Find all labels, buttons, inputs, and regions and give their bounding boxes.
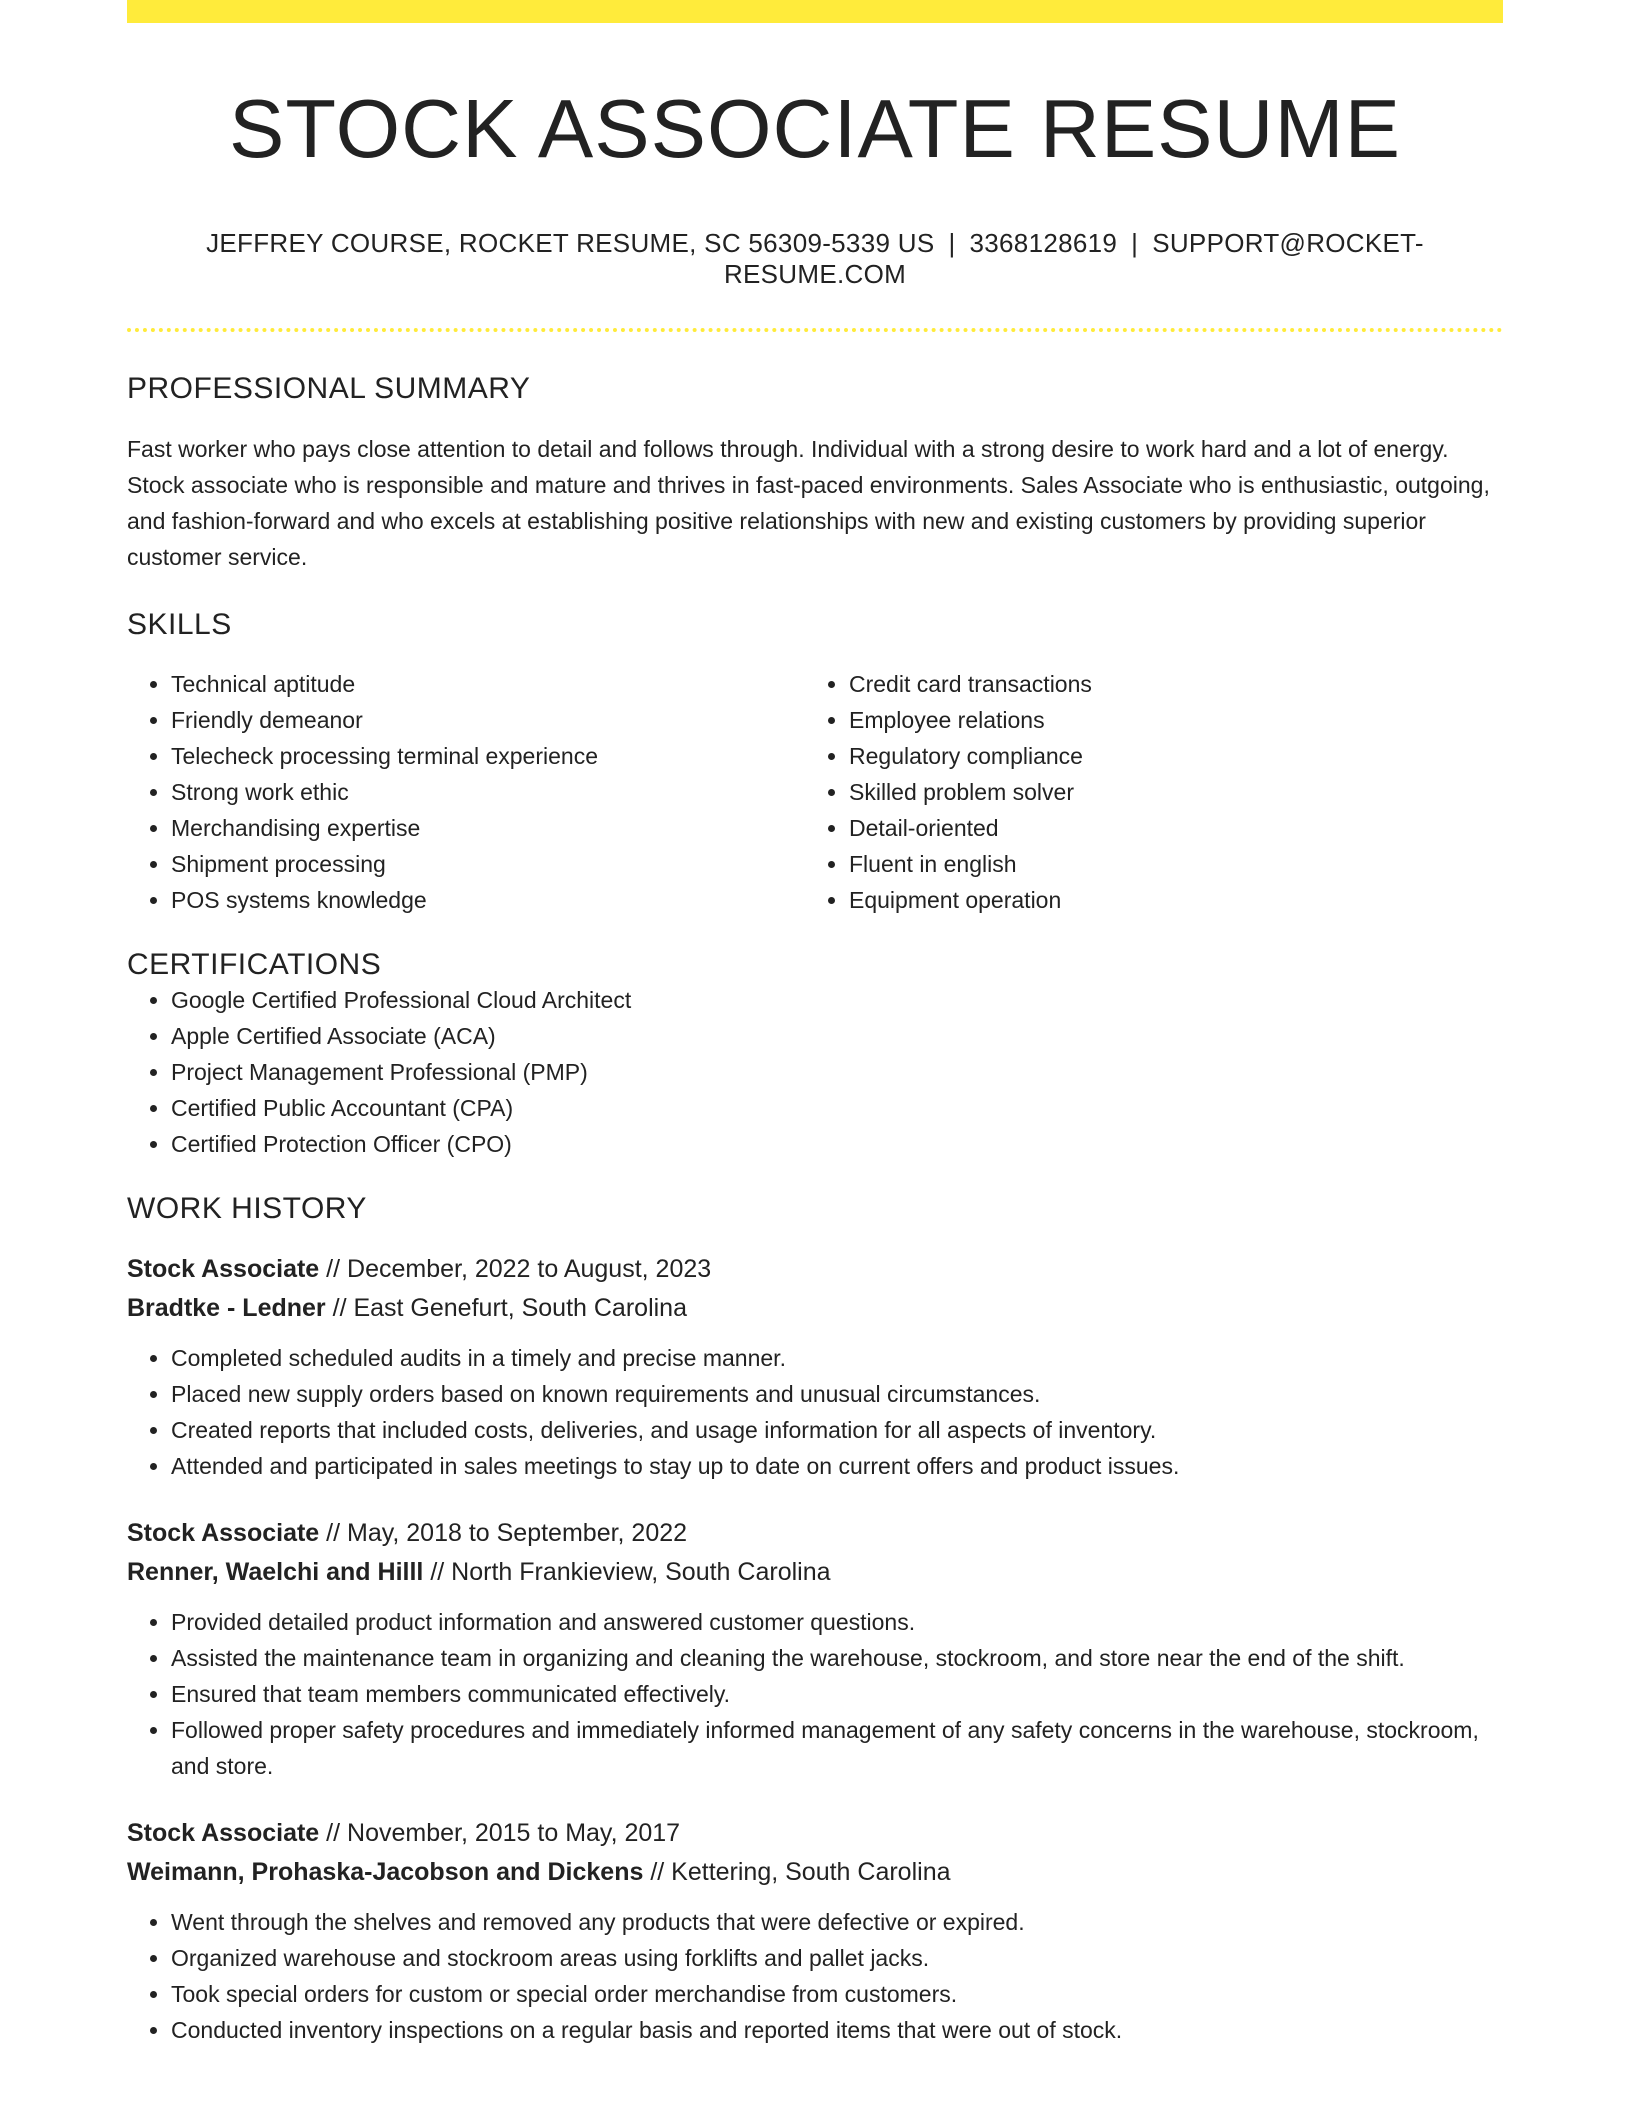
job-duties-list xyxy=(127,1904,1503,2048)
skill-item: • Equipment operation xyxy=(849,882,1483,918)
job-entry xyxy=(127,1250,1503,1484)
summary-text: Fast worker who pays close attention to detail and follows through. Individual with a strong desire to work hard and a lot of energy. Stock associate who is responsible and mature and thrives in fast-paced environments. Sales Associate who is enthusiastic, outgoing, and fashion-forward and who excels at establishing positive relationships with new and existing customers by providing superior customer service. xyxy=(127,436,1490,571)
skill-item: • Shipment processing xyxy=(171,846,805,882)
job-entry xyxy=(127,1514,1503,1784)
job-duty: • Created reports that included costs, deliveries, and usage information for all aspects of inventory. xyxy=(171,1412,1503,1448)
job-title: Stock Associate xyxy=(127,1255,320,1284)
skill-item: • POS systems knowledge xyxy=(171,882,805,918)
job-location: // East Genefurt, South Carolina xyxy=(332,1294,687,1323)
job-title-line xyxy=(127,1250,1503,1289)
skills-list-right xyxy=(805,666,1483,918)
job-title: Stock Associate xyxy=(127,1519,320,1548)
contact-email: SUPPORT@ROCKET-RESUME.COM xyxy=(723,228,1424,290)
job-title-line xyxy=(127,1514,1503,1553)
certifications-heading: CERTIFICATIONS xyxy=(127,948,382,982)
job-company: Bradtke - Ledner xyxy=(127,1294,326,1323)
skill-item: • Regulatory compliance xyxy=(849,738,1483,774)
contact-separator: | xyxy=(948,228,956,259)
skills-column-left xyxy=(127,666,805,918)
job-duty: • Assisted the maintenance team in organizing and cleaning the warehouse, stockroom, and store near the end of the shift. xyxy=(171,1640,1503,1676)
resume-page xyxy=(127,0,1503,2048)
job-duty: • Attended and participated in sales meetings to stay up to date on current offers and product issues. xyxy=(171,1448,1503,1484)
skill-item: • Technical aptitude xyxy=(171,666,805,702)
job-dates: // December, 2022 to August, 2023 xyxy=(326,1255,712,1284)
skill-item: • Telecheck processing terminal experience xyxy=(171,738,805,774)
job-duty: • Went through the shelves and removed any products that were defective or expired. xyxy=(171,1904,1503,1940)
job-company: Weimann, Prohaska-Jacobson and Dickens xyxy=(127,1858,644,1887)
skill-item: • Fluent in english xyxy=(849,846,1483,882)
job-duty: • Completed scheduled audits in a timely and precise manner. xyxy=(171,1340,1503,1376)
certification-item: • Google Certified Professional Cloud Architect xyxy=(171,982,1503,1018)
skills-column-right xyxy=(805,666,1483,918)
accent-top-bar xyxy=(127,0,1503,23)
job-company: Renner, Waelchi and Hilll xyxy=(127,1558,424,1587)
summary-heading: PROFESSIONAL SUMMARY xyxy=(127,372,531,406)
job-duties-list xyxy=(127,1604,1503,1784)
job-dates: // November, 2015 to May, 2017 xyxy=(326,1819,681,1848)
skill-item: • Credit card transactions xyxy=(849,666,1483,702)
job-company-line xyxy=(127,1289,1503,1328)
job-duty: • Ensured that team members communicated effectively. xyxy=(171,1676,1503,1712)
job-title: Stock Associate xyxy=(127,1819,320,1848)
certification-item: • Project Management Professional (PMP) xyxy=(171,1054,1503,1090)
job-duty: • Provided detailed product information and answered customer questions. xyxy=(171,1604,1503,1640)
certifications-list xyxy=(127,982,1503,1162)
job-location: // Kettering, South Carolina xyxy=(650,1858,951,1887)
skill-item: • Employee relations xyxy=(849,702,1483,738)
job-company-line xyxy=(127,1853,1503,1892)
job-duty: • Placed new supply orders based on known requirements and unusual circumstances. xyxy=(171,1376,1503,1412)
skills-grid xyxy=(127,666,1503,918)
job-title-line xyxy=(127,1814,1503,1853)
skill-item: • Strong work ethic xyxy=(171,774,805,810)
job-duty: • Organized warehouse and stockroom areas using forklifts and pallet jacks. xyxy=(171,1940,1503,1976)
resume-title: STOCK ASSOCIATE RESUME xyxy=(229,82,1401,175)
skills-heading: SKILLS xyxy=(127,608,232,642)
certification-item: • Certified Public Accountant (CPA) xyxy=(171,1090,1503,1126)
skill-item: • Detail-oriented xyxy=(849,810,1483,846)
job-duty: • Followed proper safety procedures and immediately informed management of any safety concerns in the warehouse, stockroom, and store. xyxy=(171,1712,1503,1784)
skill-item: • Skilled problem solver xyxy=(849,774,1483,810)
dotted-divider xyxy=(127,328,1503,332)
job-dates: // May, 2018 to September, 2022 xyxy=(326,1519,688,1548)
certification-item: • Certified Protection Officer (CPO) xyxy=(171,1126,1503,1162)
contact-line xyxy=(127,228,1503,290)
contact-address: JEFFREY COURSE, ROCKET RESUME, SC 56309-5339 US xyxy=(206,228,935,259)
contact-phone: 3368128619 xyxy=(969,228,1118,259)
skill-item: • Merchandising expertise xyxy=(171,810,805,846)
skill-item: • Friendly demeanor xyxy=(171,702,805,738)
certification-item: • Apple Certified Associate (ACA) xyxy=(171,1018,1503,1054)
job-location: // North Frankieview, South Carolina xyxy=(430,1558,831,1587)
skills-list-left xyxy=(127,666,805,918)
job-duty: • Took special orders for custom or special order merchandise from customers. xyxy=(171,1976,1503,2012)
job-company-line xyxy=(127,1553,1503,1592)
job-entry xyxy=(127,1814,1503,2048)
job-duty: • Conducted inventory inspections on a regular basis and reported items that were out of stock. xyxy=(171,2012,1503,2048)
work-history-heading: WORK HISTORY xyxy=(127,1192,367,1226)
contact-separator: | xyxy=(1131,228,1139,259)
job-duties-list xyxy=(127,1340,1503,1484)
